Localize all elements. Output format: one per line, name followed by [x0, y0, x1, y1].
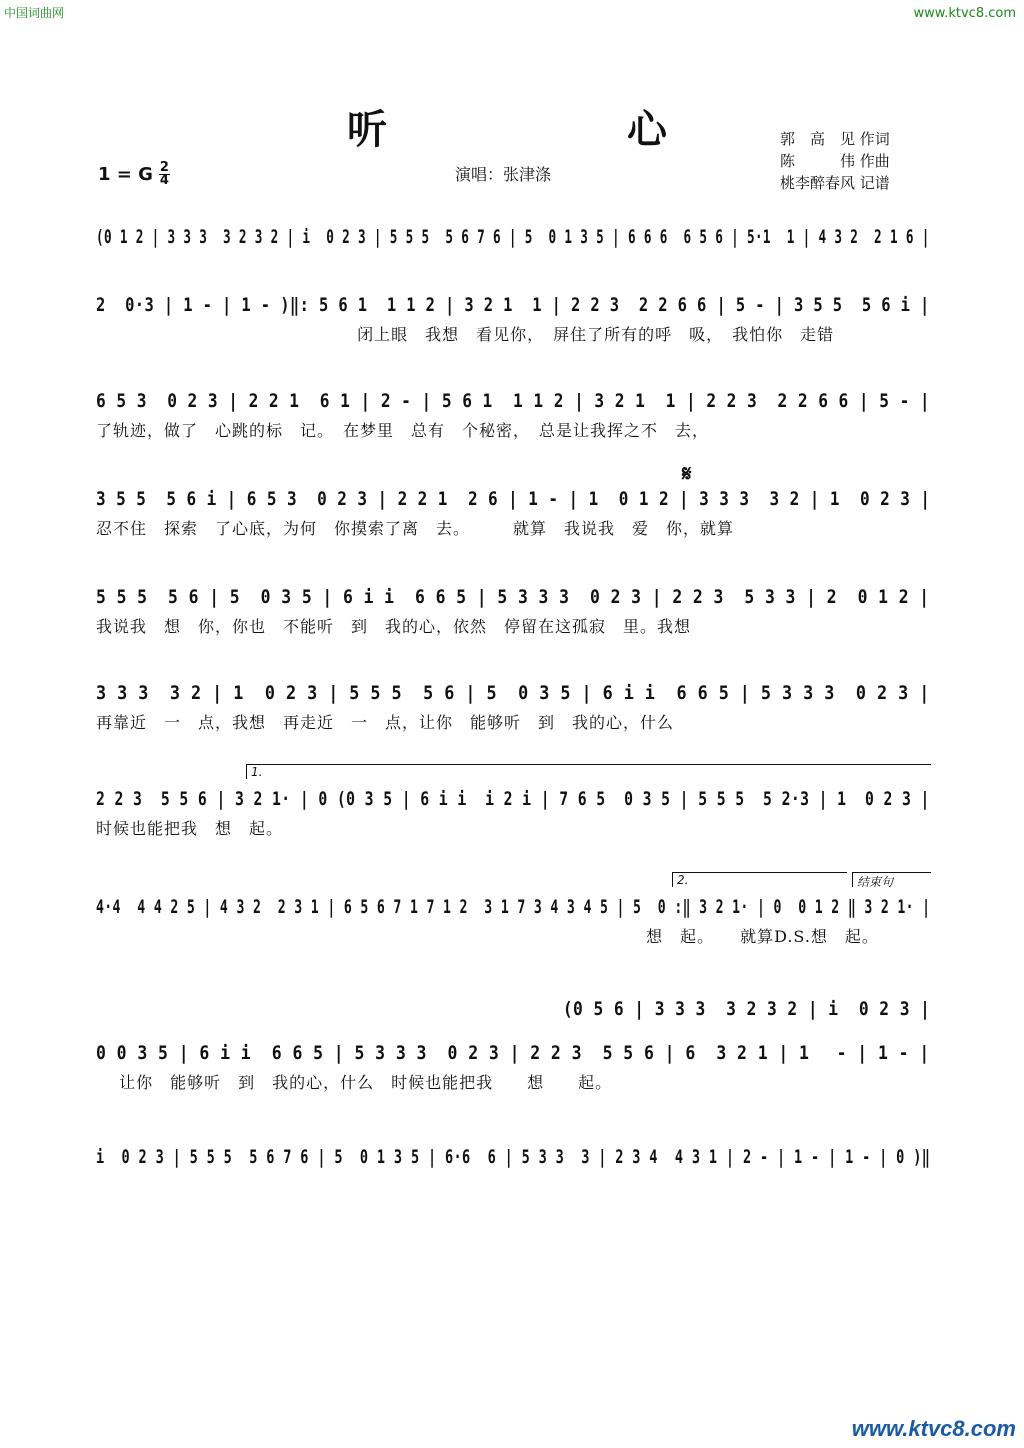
notes-line: 3 3 3 3 2 | 1 0 2 3 | 5 5 5 5 6 | 5 0 3 5 | 6 i i 6 6 5 | 5 3 3 3 0 2 3 | [96, 682, 930, 704]
singer: 演唱：张津涤 [455, 165, 552, 184]
score-row-10 [96, 1040, 930, 1094]
notes-line: 3 5 5 5 6 i | 6 5 3 0 2 3 | 2 2 1 2 6 | 1 - | 1 0 1 2 | 3 3 3 3 2 | 1 0 2 3 | [96, 488, 931, 510]
segno-icon: 𝄋 [682, 462, 692, 487]
score-row-3 [96, 388, 930, 442]
site-name-left[interactable]: 中国词曲网 [4, 6, 65, 20]
lyrics-line: 让你 能够听 到 我的心，什么 时候也能把我 想 起。 [96, 1073, 613, 1092]
lyrics-line: 想 起。 就算D.S.想 起。 [96, 927, 879, 946]
time-bottom: 4 [159, 173, 169, 188]
lyrics-line: 了轨迹，做了 心跳的标 记。 在梦里 总有 个秘密， 总是让我挥之不 去， [96, 421, 710, 440]
transcriber: 桃李醉春风 记谱 [780, 174, 890, 192]
score-row-9 [96, 996, 930, 1022]
notes-line: 5 5 5 5 6 | 5 0 3 5 | 6 i i 6 6 5 | 5 3 3 3 0 2 3 | 2 2 3 5 3 3 | 2 0 1 2 | [96, 586, 930, 608]
site-url-right[interactable]: www.ktvc8.com [913, 6, 1016, 21]
score-row-8 [96, 894, 930, 948]
lyrics-line: 我说我 想 你，你也 不能听 到 我的心，依然 停留在这孤寂 里。我想 [96, 617, 692, 636]
song-title: 听 心 [347, 106, 767, 153]
notes-line: 2 0·3 | 1 - | 1 - )‖: 5 6 1 1 1 2 | 3 2 1 1 | 2 2 3 2 2 6 6 | 5 - | 3 5 5 5 6 i | [96, 294, 930, 316]
footer-brand[interactable]: www.ktvc8.com [851, 1416, 1016, 1441]
key-label: 1 = G [98, 164, 153, 185]
time-top: 2 [159, 160, 169, 175]
lyricist: 郭 高 见 作词 [780, 130, 890, 148]
coda-label: 结束句 [852, 872, 931, 887]
notes-line: i 0 2 3 | 5 5 5 5 6 7 6 | 5 0 1 3 5 | 6·6 6 | 5 3 3 3 | 2 3 4 4 3 1 | 2 - | 1 - | 1 - | 0 )‖ [96, 1146, 931, 1168]
score-row-1 [96, 224, 930, 250]
score-row-2 [96, 292, 930, 346]
score-row-11 [96, 1144, 930, 1170]
lyrics-line: 再靠近 一 点，我想 再走近 一 点，让你 能够听 到 我的心，什么 [96, 713, 675, 732]
volta-2: 2. [672, 872, 847, 887]
notes-line: (0 5 6 | 3 3 3 3 2 3 2 | i 0 2 3 | [96, 998, 931, 1020]
lyrics-line: 时候也能把我 想 起。 [96, 819, 284, 838]
key-signature [98, 162, 170, 187]
score-row-4 [96, 486, 930, 540]
notes-line: 4·4 4 4 2 5 | 4 3 2 2 3 1 | 6 5 6 7 1 7 1 2 3 1 7 3 4 3 4 5 | 5 0 :‖ 3 2 1· | 0 0 1 2 ‖ 3 2 1· | [96, 896, 931, 918]
notes-line: 6 5 3 0 2 3 | 2 2 1 6 1 | 2 - | 5 6 1 1 1 2 | 3 2 1 1 | 2 2 3 2 2 6 6 | 5 - | [96, 390, 931, 412]
time-signature [159, 162, 170, 187]
notes-line: (0 1 2 | 3 3 3 3 2 3 2 | i 0 2 3 | 5 5 5 5 6 7 6 | 5 0 1 3 5 | 6 6 6 6 5 6 | 5·1 1 | 4 3 2 2 1 6 | [96, 226, 930, 248]
credits [780, 128, 890, 194]
score-row-6 [96, 680, 930, 734]
lyrics-line: 闭上眼 我想 看见你， 屏住了所有的呼 吸， 我怕你 走错 [96, 325, 835, 344]
volta-1: 1. [246, 764, 931, 779]
score-row-7 [96, 786, 930, 840]
composer: 陈 伟 作曲 [780, 152, 890, 170]
lyrics-line: 忍不住 探索 了心底，为何 你摸索了离 去。 就算 我说我 爱 你，就算 [96, 519, 735, 538]
notes-line: 2 2 3 5 5 6 | 3 2 1· | 0 (0 3 5 | 6 i i i 2 i | 7 6 5 0 3 5 | 5 5 5 5 2·3 | 1 0 2 3 | [96, 788, 930, 810]
notes-line: 0 0 3 5 | 6 i i 6 6 5 | 5 3 3 3 0 2 3 | 2 2 3 5 5 6 | 6 3 2 1 | 1 - | 1 - | [96, 1042, 930, 1064]
score-row-5 [96, 584, 930, 638]
